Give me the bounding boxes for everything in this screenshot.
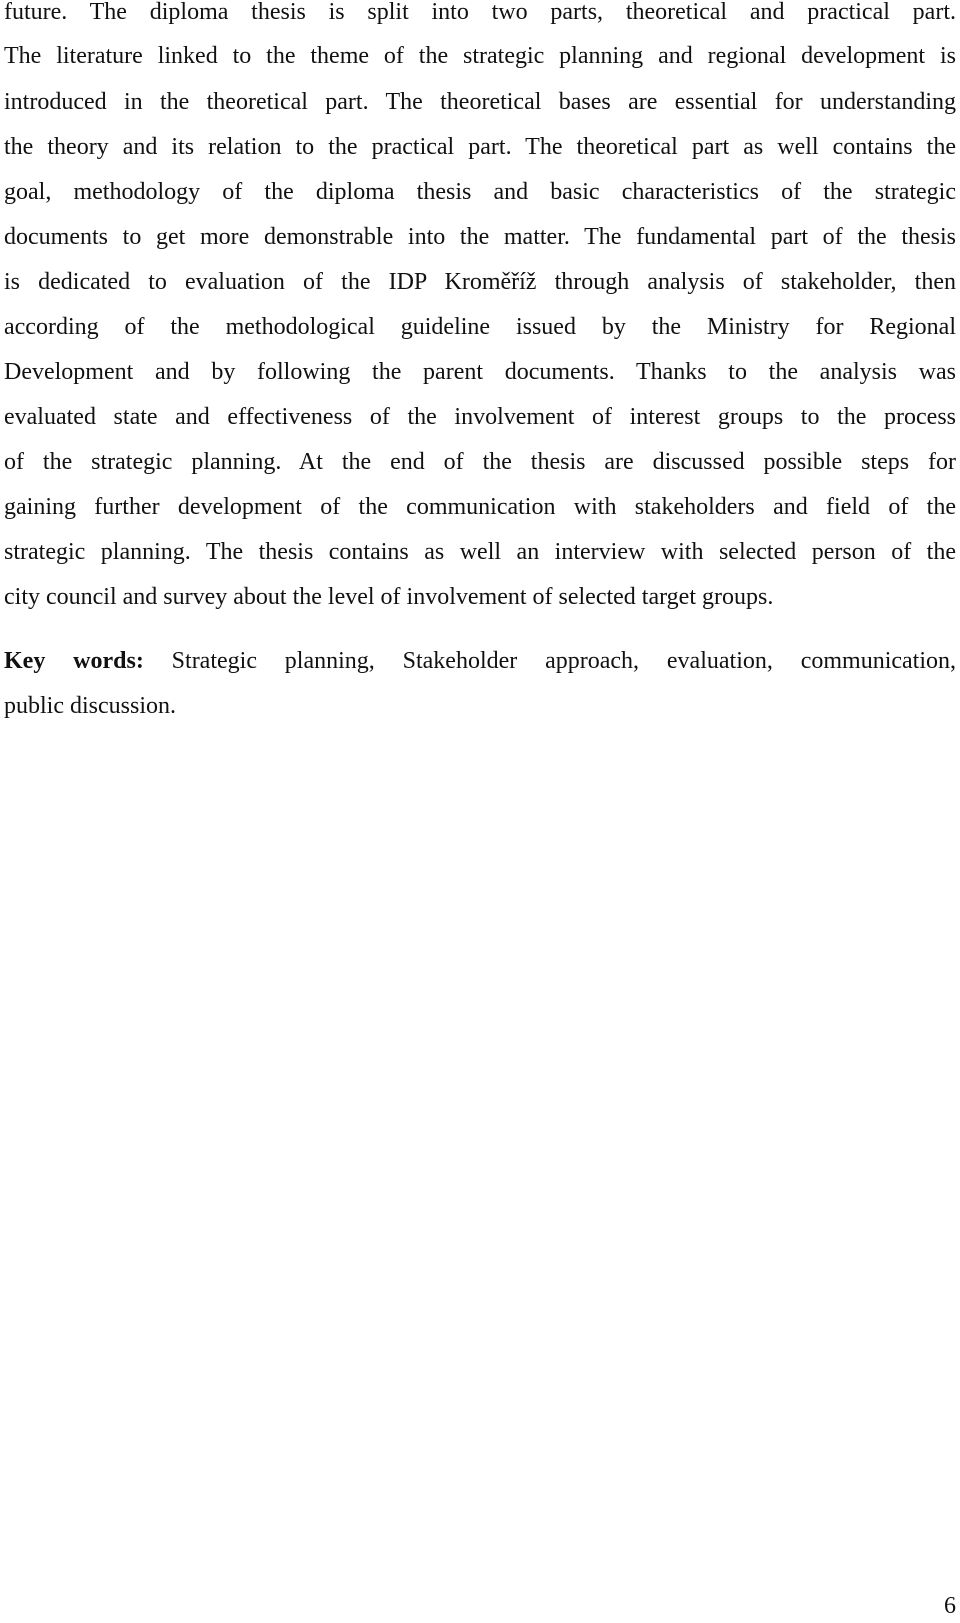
page-number: 6 — [944, 1593, 956, 1619]
keywords-line: public discussion. — [4, 693, 176, 719]
abstract-line: documents to get more demonstrable into the matter. The fundamental part of the thesis — [4, 224, 956, 250]
document-page — [4, 0, 956, 1623]
abstract-line: strategic planning. The thesis contains as well an interview with selected person of the — [4, 539, 956, 565]
abstract-line: is dedicated to evaluation of the IDP Kroměříž through analysis of stakeholder, then — [4, 269, 956, 295]
abstract-line: future. The diploma thesis is split into two parts, theoretical and practical part. — [4, 0, 956, 25]
keywords-text: Strategic planning, Stakeholder approach, evaluation, communication, — [171, 648, 956, 674]
abstract-line: according of the methodological guideline issued by the Ministry for Regional — [4, 314, 956, 340]
abstract-line: city council and survey about the level of involvement of selected target groups. — [4, 584, 774, 610]
abstract-line: the theory and its relation to the practical part. The theoretical part as well contains the — [4, 134, 956, 160]
abstract-line: evaluated state and effectiveness of the involvement of interest groups to the process — [4, 404, 956, 430]
abstract-line: The literature linked to the theme of the strategic planning and regional development is — [4, 43, 956, 69]
abstract-line: Development and by following the parent documents. Thanks to the analysis was — [4, 359, 956, 385]
abstract-line: goal, methodology of the diploma thesis and basic characteristics of the strategic — [4, 179, 956, 205]
abstract-line: gaining further development of the communication with stakeholders and field of the — [4, 494, 956, 520]
abstract-line: introduced in the theoretical part. The theoretical bases are essential for understanding — [4, 89, 956, 115]
keywords-label: Key words: — [4, 648, 144, 674]
keywords-line — [4, 647, 956, 675]
abstract-line: of the strategic planning. At the end of the thesis are discussed possible steps for — [4, 449, 956, 475]
